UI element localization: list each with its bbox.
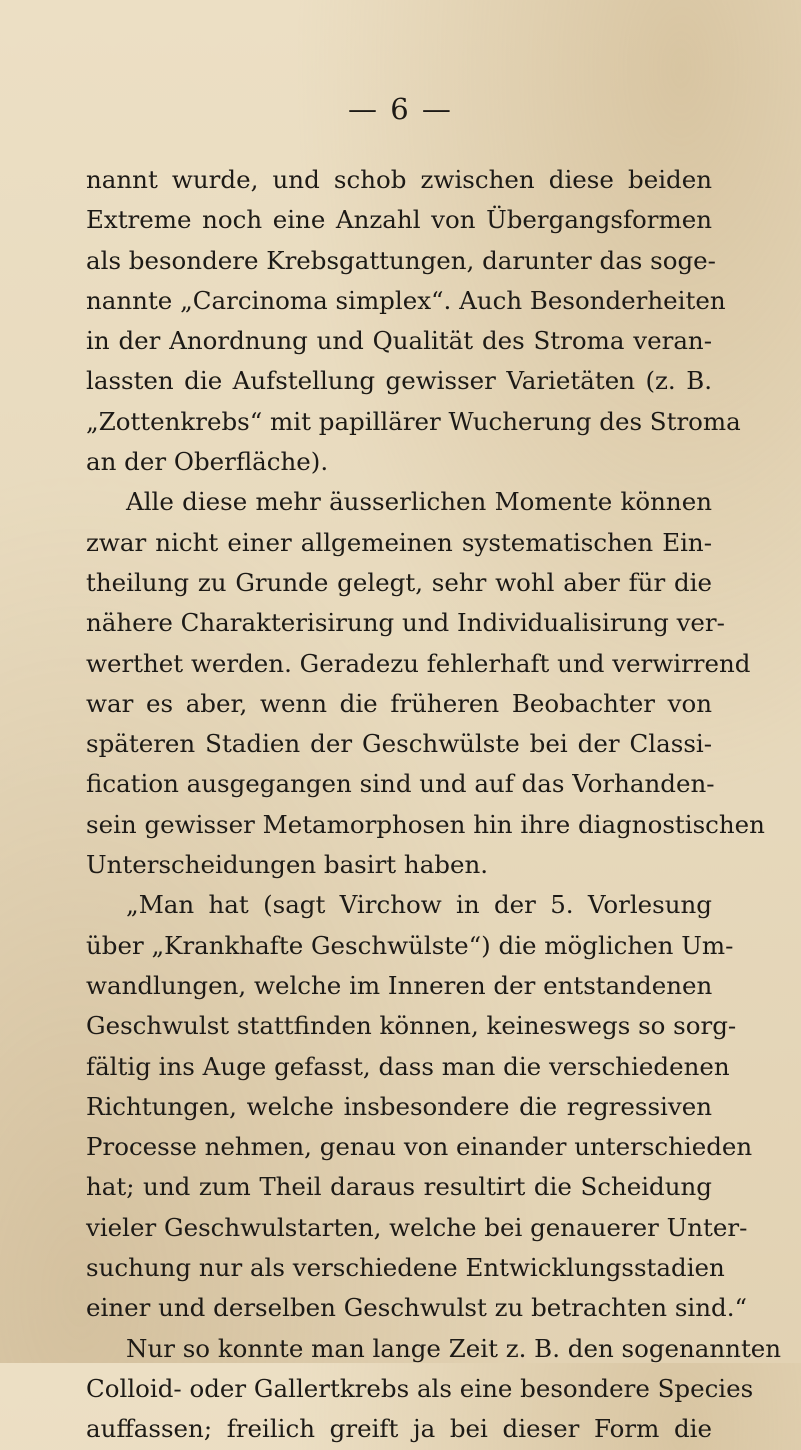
text-line: fication ausgegangen sind und auf das Vorhanden- [86,769,715,799]
text-line: lassten die Aufstellung gewisser Varietäten (z. B. [86,366,712,396]
text-line: nannt wurde, und schob zwischen diese beiden [86,165,712,194]
text-line: „Man hat (sagt Virchow in der 5. Vorlesung [126,890,712,920]
text-line: Geschwulst stattfinden können, keineswegs so sorg- [86,1011,737,1041]
text-line: vieler Geschwulstarten, welche bei genauerer Unter- [86,1212,748,1242]
text-line: werthet werden. Geradezu fehlerhaft und verwirrend [86,648,751,678]
text-line: suchung nur als verschiedene Entwicklungsstadien [86,1253,725,1283]
text-line: sein gewisser Metamorphosen hin ihre diagnostischen [86,809,765,839]
text-line: nähere Charakterisirung und Individualisirung ver- [86,608,725,638]
text-line: nannte „Carcinoma simplex“. Auch Besonderheiten [86,285,726,315]
text-line: Processe nehmen, genau von einander unterschieden [86,1132,753,1162]
text-line: in der Anordnung und Qualität des Stroma veran- [86,326,712,356]
text-line: als besondere Krebsgattungen, darunter das soge- [86,245,716,275]
text-line: späteren Stadien der Geschwülste bei der Classi- [86,729,712,759]
text-line: zwar nicht einer allgemeinen systematischen Ein- [86,527,712,557]
text-line: über „Krankhafte Geschwülste“) die möglichen Um- [86,930,734,960]
text-line: fältig ins Auge gefasst, dass man die verschiedenen [86,1051,730,1081]
page-number: — 6 — [348,92,453,126]
body-text [86,160,782,1450]
text-line: an der Oberfläche). [86,447,329,477]
text-line: hat; und zum Theil daraus resultirt die Scheidung [86,1172,712,1202]
text-line: Colloid- oder Gallertkrebs als eine besondere Species [86,1373,754,1403]
text-line: „Zottenkrebs“ mit papillärer Wucherung des Stroma [86,406,741,436]
text-line: Alle diese mehr äusserlichen Momente können [126,487,712,517]
text-line: Richtungen, welche insbesondere die regressiven [86,1091,712,1121]
text-line: theilung zu Grunde gelegt, sehr wohl aber für die [86,567,712,597]
text-line: wandlungen, welche im Inneren der entstandenen [86,970,713,1000]
text-line: Nur so konnte man lange Zeit z. B. den sogenannten [126,1333,782,1363]
text-line: auffassen; freilich greift ja bei dieser Form die [86,1414,712,1444]
text-line: Unterscheidungen basirt haben. [86,850,489,880]
text-line: Extreme noch eine Anzahl von Übergangsformen [86,205,712,235]
text-line: war es aber, wenn die früheren Beobachter von [86,688,712,718]
text-line: einer und derselben Geschwulst zu betrachten sind.“ [86,1293,748,1323]
